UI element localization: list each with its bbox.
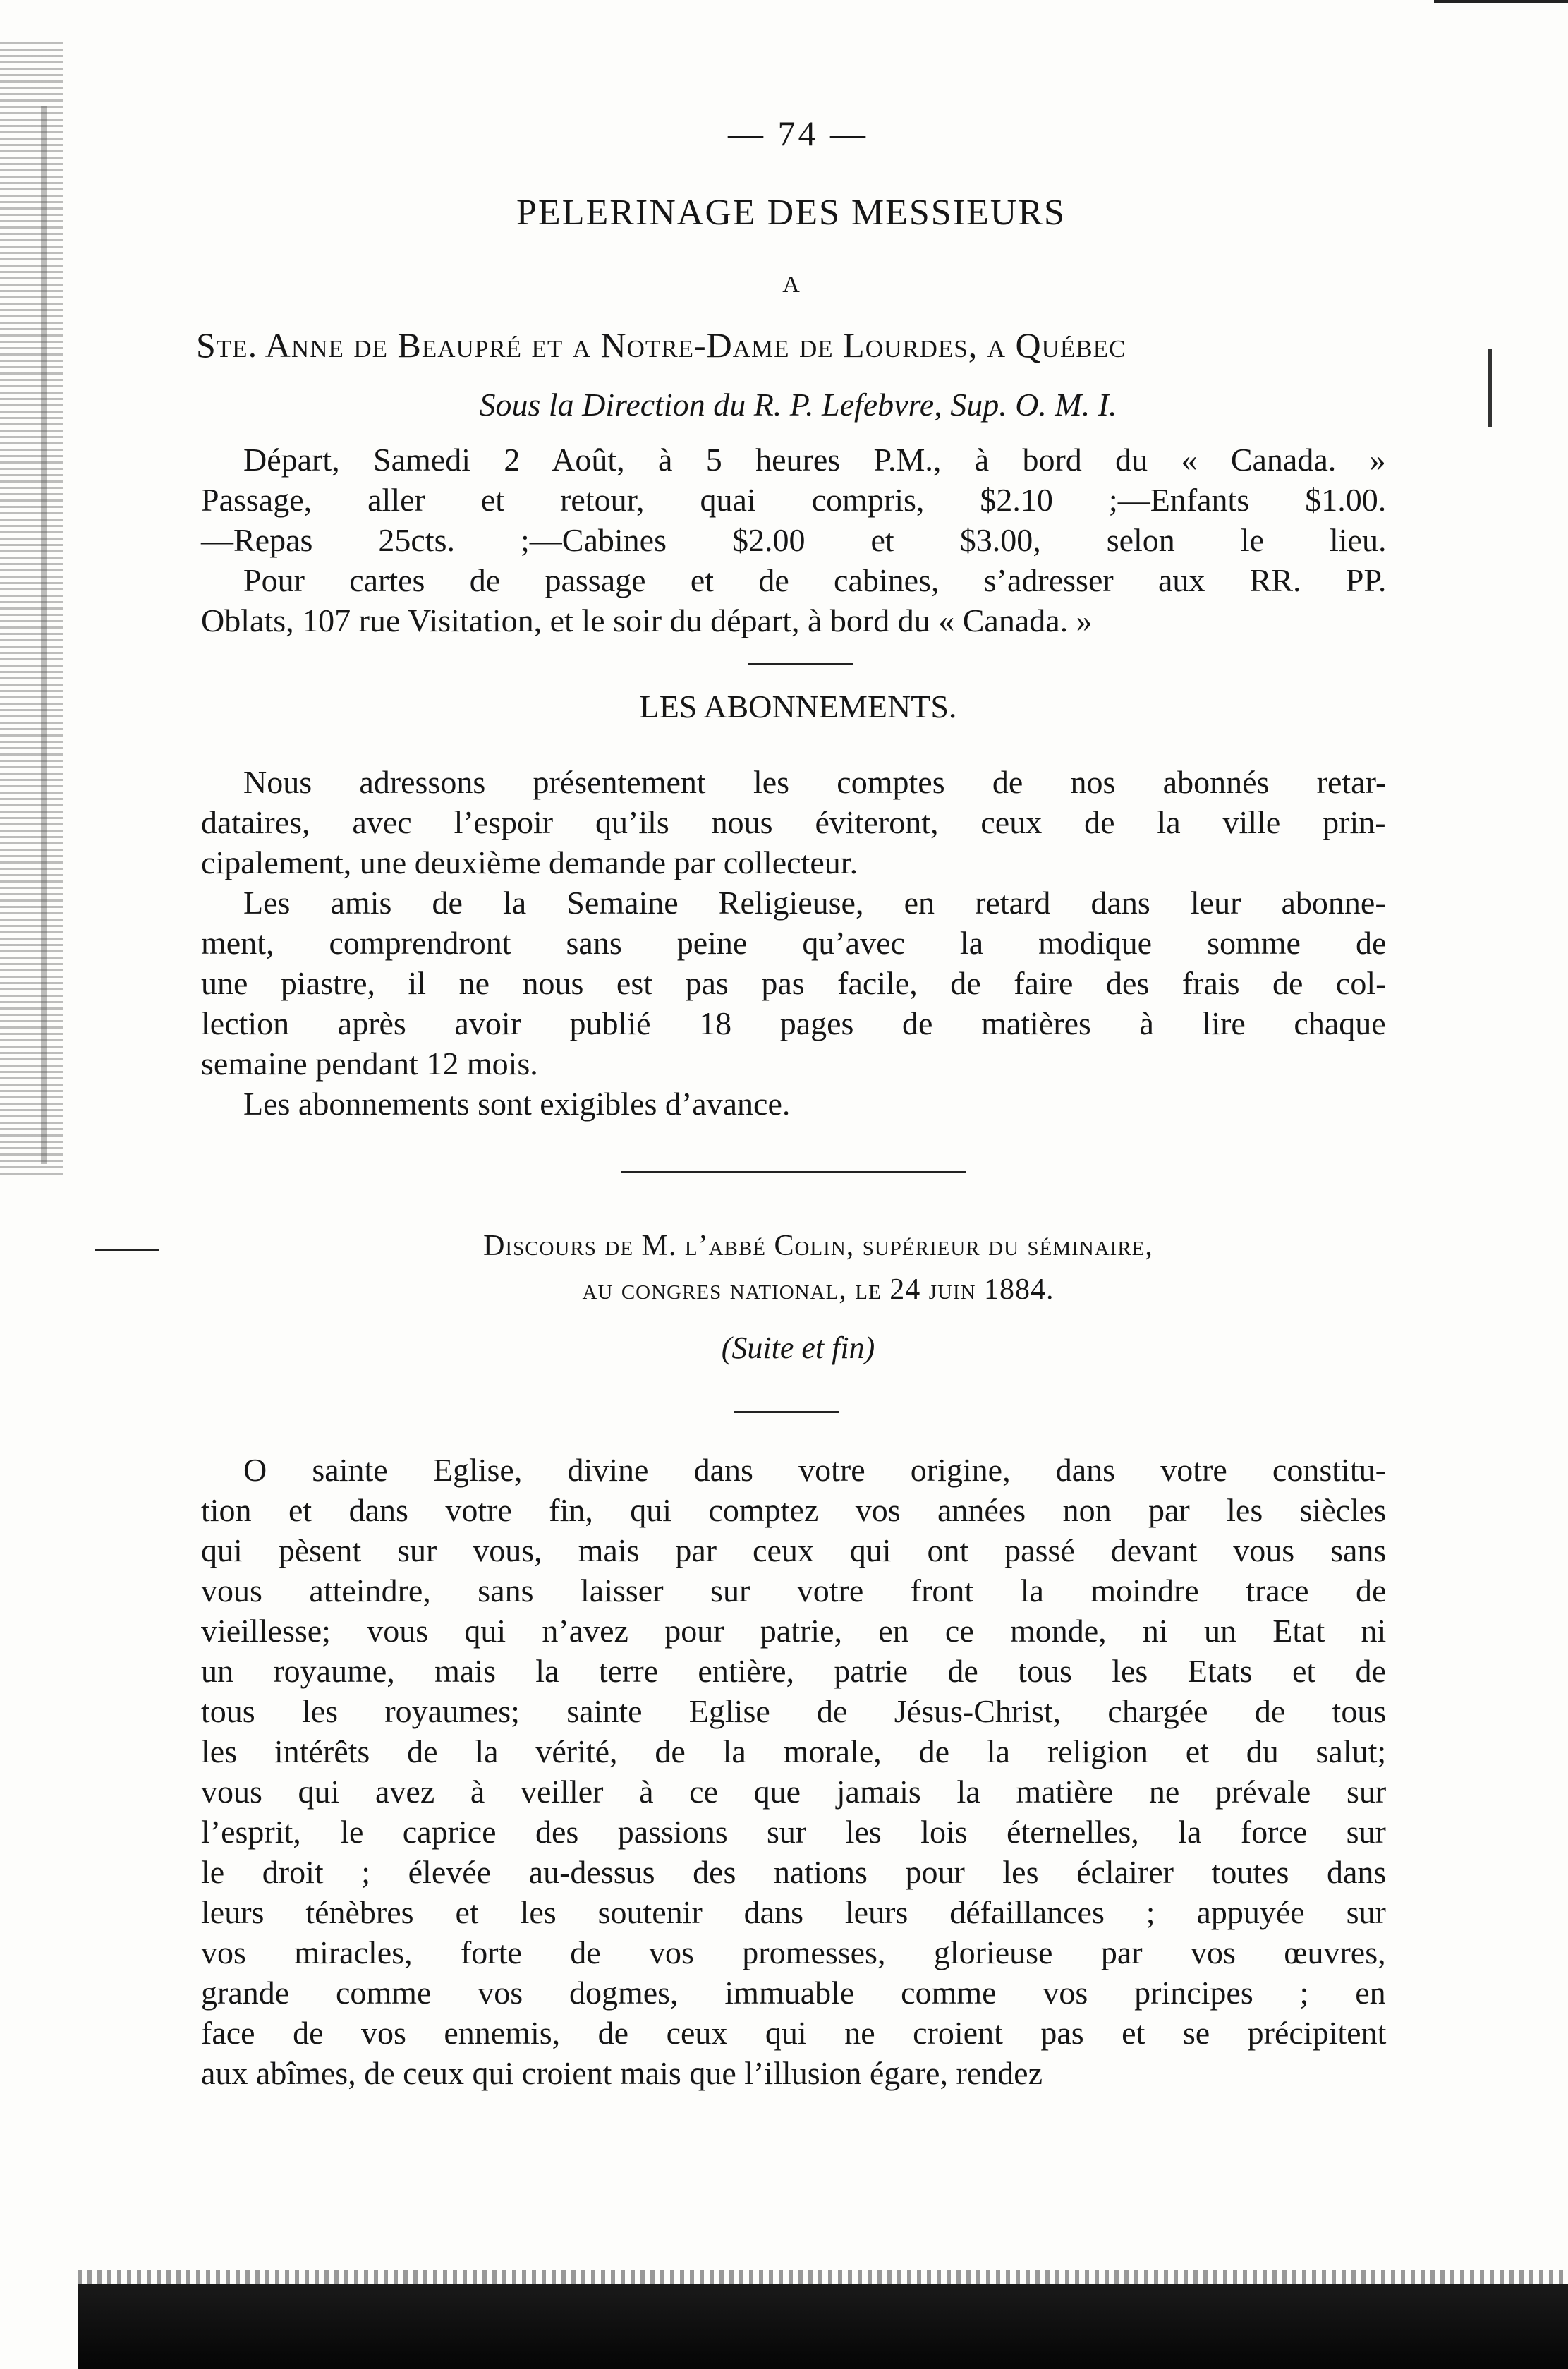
binding-shadow: [41, 106, 47, 1164]
discours-paragraph: [201, 1450, 1386, 2093]
discours-line: vous qui avez à veiller à ce que jamais la matière ne prévale sur: [201, 1774, 1387, 1810]
discours-title: [240, 1224, 1397, 1311]
discours-title-line: Discours de M. l’abbé Colin, supérieur du séminaire,: [483, 1230, 1153, 1262]
pilgrimage-line: Oblats, 107 rue Visitation, et le soir du départ, à bord du « Canada. »: [201, 602, 1093, 638]
discours-line: vos miracles, forte de vos promesses, glorieuse par vos œuvres,: [201, 1934, 1386, 1970]
discours-line: aux abîmes, de ceux qui croient mais que l’illusion égare, rendez: [201, 2055, 1043, 2091]
abonnements-paragraph-1: [201, 762, 1386, 883]
abonnements-line: Les amis de la Semaine Religieuse, en retard dans leur abonne-: [243, 885, 1386, 921]
abonnements-paragraph-2: [201, 883, 1386, 1084]
discours-line: qui pèsent sur vous, mais par ceux qui ont passé devant vous sans: [201, 1532, 1387, 1568]
abonnements-line: cipalement, une deuxième demande par collecteur.: [201, 844, 858, 880]
discours-line: O sainte Eglise, divine dans votre origine, dans votre constitu-: [243, 1452, 1386, 1488]
pilgrimage-subtitle: Ste. Anne de Beaupré et a Notre-Dame de Lourdes, a Québec: [196, 325, 1126, 365]
discours-line: l’esprit, le caprice des passions sur les lois éternelles, la force sur: [201, 1814, 1386, 1850]
discours-line: vous atteindre, sans laisser sur votre front la moindre trace de: [201, 1573, 1387, 1608]
section-divider: [621, 1171, 966, 1173]
bottom-scan-shadow: [78, 2284, 1568, 2369]
pilgrimage-line: Passage, aller et retour, quai compris, $2.10 ;—Enfants $1.00.: [201, 482, 1387, 518]
discours-line: les intérêts de la vérité, de la morale, de la religion et du salut;: [201, 1733, 1387, 1769]
pilgrimage-title: PELERINAGE DES MESSIEURS: [516, 193, 1066, 233]
abonnements-paragraph-3: [243, 1084, 1386, 1124]
pilgrimage-line: Départ, Samedi 2 Août, à 5 heures P.M., à bord du « Canada. »: [243, 442, 1386, 478]
margin-dash: [95, 1249, 159, 1251]
abonnements-line: dataires, avec l’espoir qu’ils nous éviteront, ceux de la ville prin-: [201, 804, 1386, 840]
pilgrimage-line: Pour cartes de passage et de cabines, s’adresser aux RR. PP.: [243, 562, 1387, 598]
discours-continuation: (Suite et fin): [721, 1331, 875, 1365]
section-divider: [748, 663, 853, 665]
abonnements-line: ment, comprendront sans peine qu’avec la modique somme de: [201, 925, 1387, 961]
discours-line: tion et dans votre fin, qui comptez vos années non par les siècles: [201, 1492, 1387, 1528]
discours-line: le droit ; élevée au-dessus des nations pour les éclairer toutes dans: [201, 1854, 1387, 1890]
top-edge-rule: [1434, 0, 1568, 3]
abonnements-line: Les abonnements sont exigibles d’avance.: [243, 1086, 791, 1122]
abonnements-line: semaine pendant 12 mois.: [201, 1046, 538, 1082]
pilgrimage-paragraph: [201, 440, 1386, 641]
bottom-scan-noise: [78, 2270, 1568, 2286]
discours-line: un royaume, mais la terre entière, patrie de tous les Etats et de: [201, 1653, 1386, 1689]
abonnements-title: LES ABONNEMENTS.: [639, 689, 957, 725]
pilgrimage-line: —Repas 25cts. ;—Cabines $2.00 et $3.00, selon le lieu.: [201, 522, 1387, 558]
abonnements-line: une piastre, il ne nous est pas pas facile, de faire des frais de col-: [201, 965, 1387, 1001]
discours-line: face de vos ennemis, de ceux qui ne croient pas et se précipitent: [201, 2015, 1387, 2051]
discours-line: grande comme vos dogmes, immuable comme vos principes ; en: [201, 1975, 1386, 2011]
pilgrimage-a: A: [782, 272, 800, 298]
abonnements-line: lection après avoir publié 18 pages de matières à lire chaque: [201, 1005, 1386, 1041]
discours-line: tous les royaumes; sainte Eglise de Jésus-Christ, chargée de tous: [201, 1693, 1387, 1729]
page-number: — 74 —: [728, 114, 868, 153]
discours-line: vieillesse; vous qui n’avez pour patrie, en ce monde, ni un Etat ni: [201, 1613, 1387, 1649]
section-divider: [734, 1411, 839, 1413]
discours-line: leurs ténèbres et les soutenir dans leurs défaillances ; appuyée sur: [201, 1894, 1386, 1930]
discours-title-line: au congres national, le 24 juin 1884.: [582, 1273, 1055, 1306]
pilgrimage-direction: Sous la Direction du R. P. Lefebvre, Sup. O. M. I.: [479, 387, 1117, 423]
abonnements-line: Nous adressons présentement les comptes de nos abonnés retar-: [243, 764, 1387, 800]
